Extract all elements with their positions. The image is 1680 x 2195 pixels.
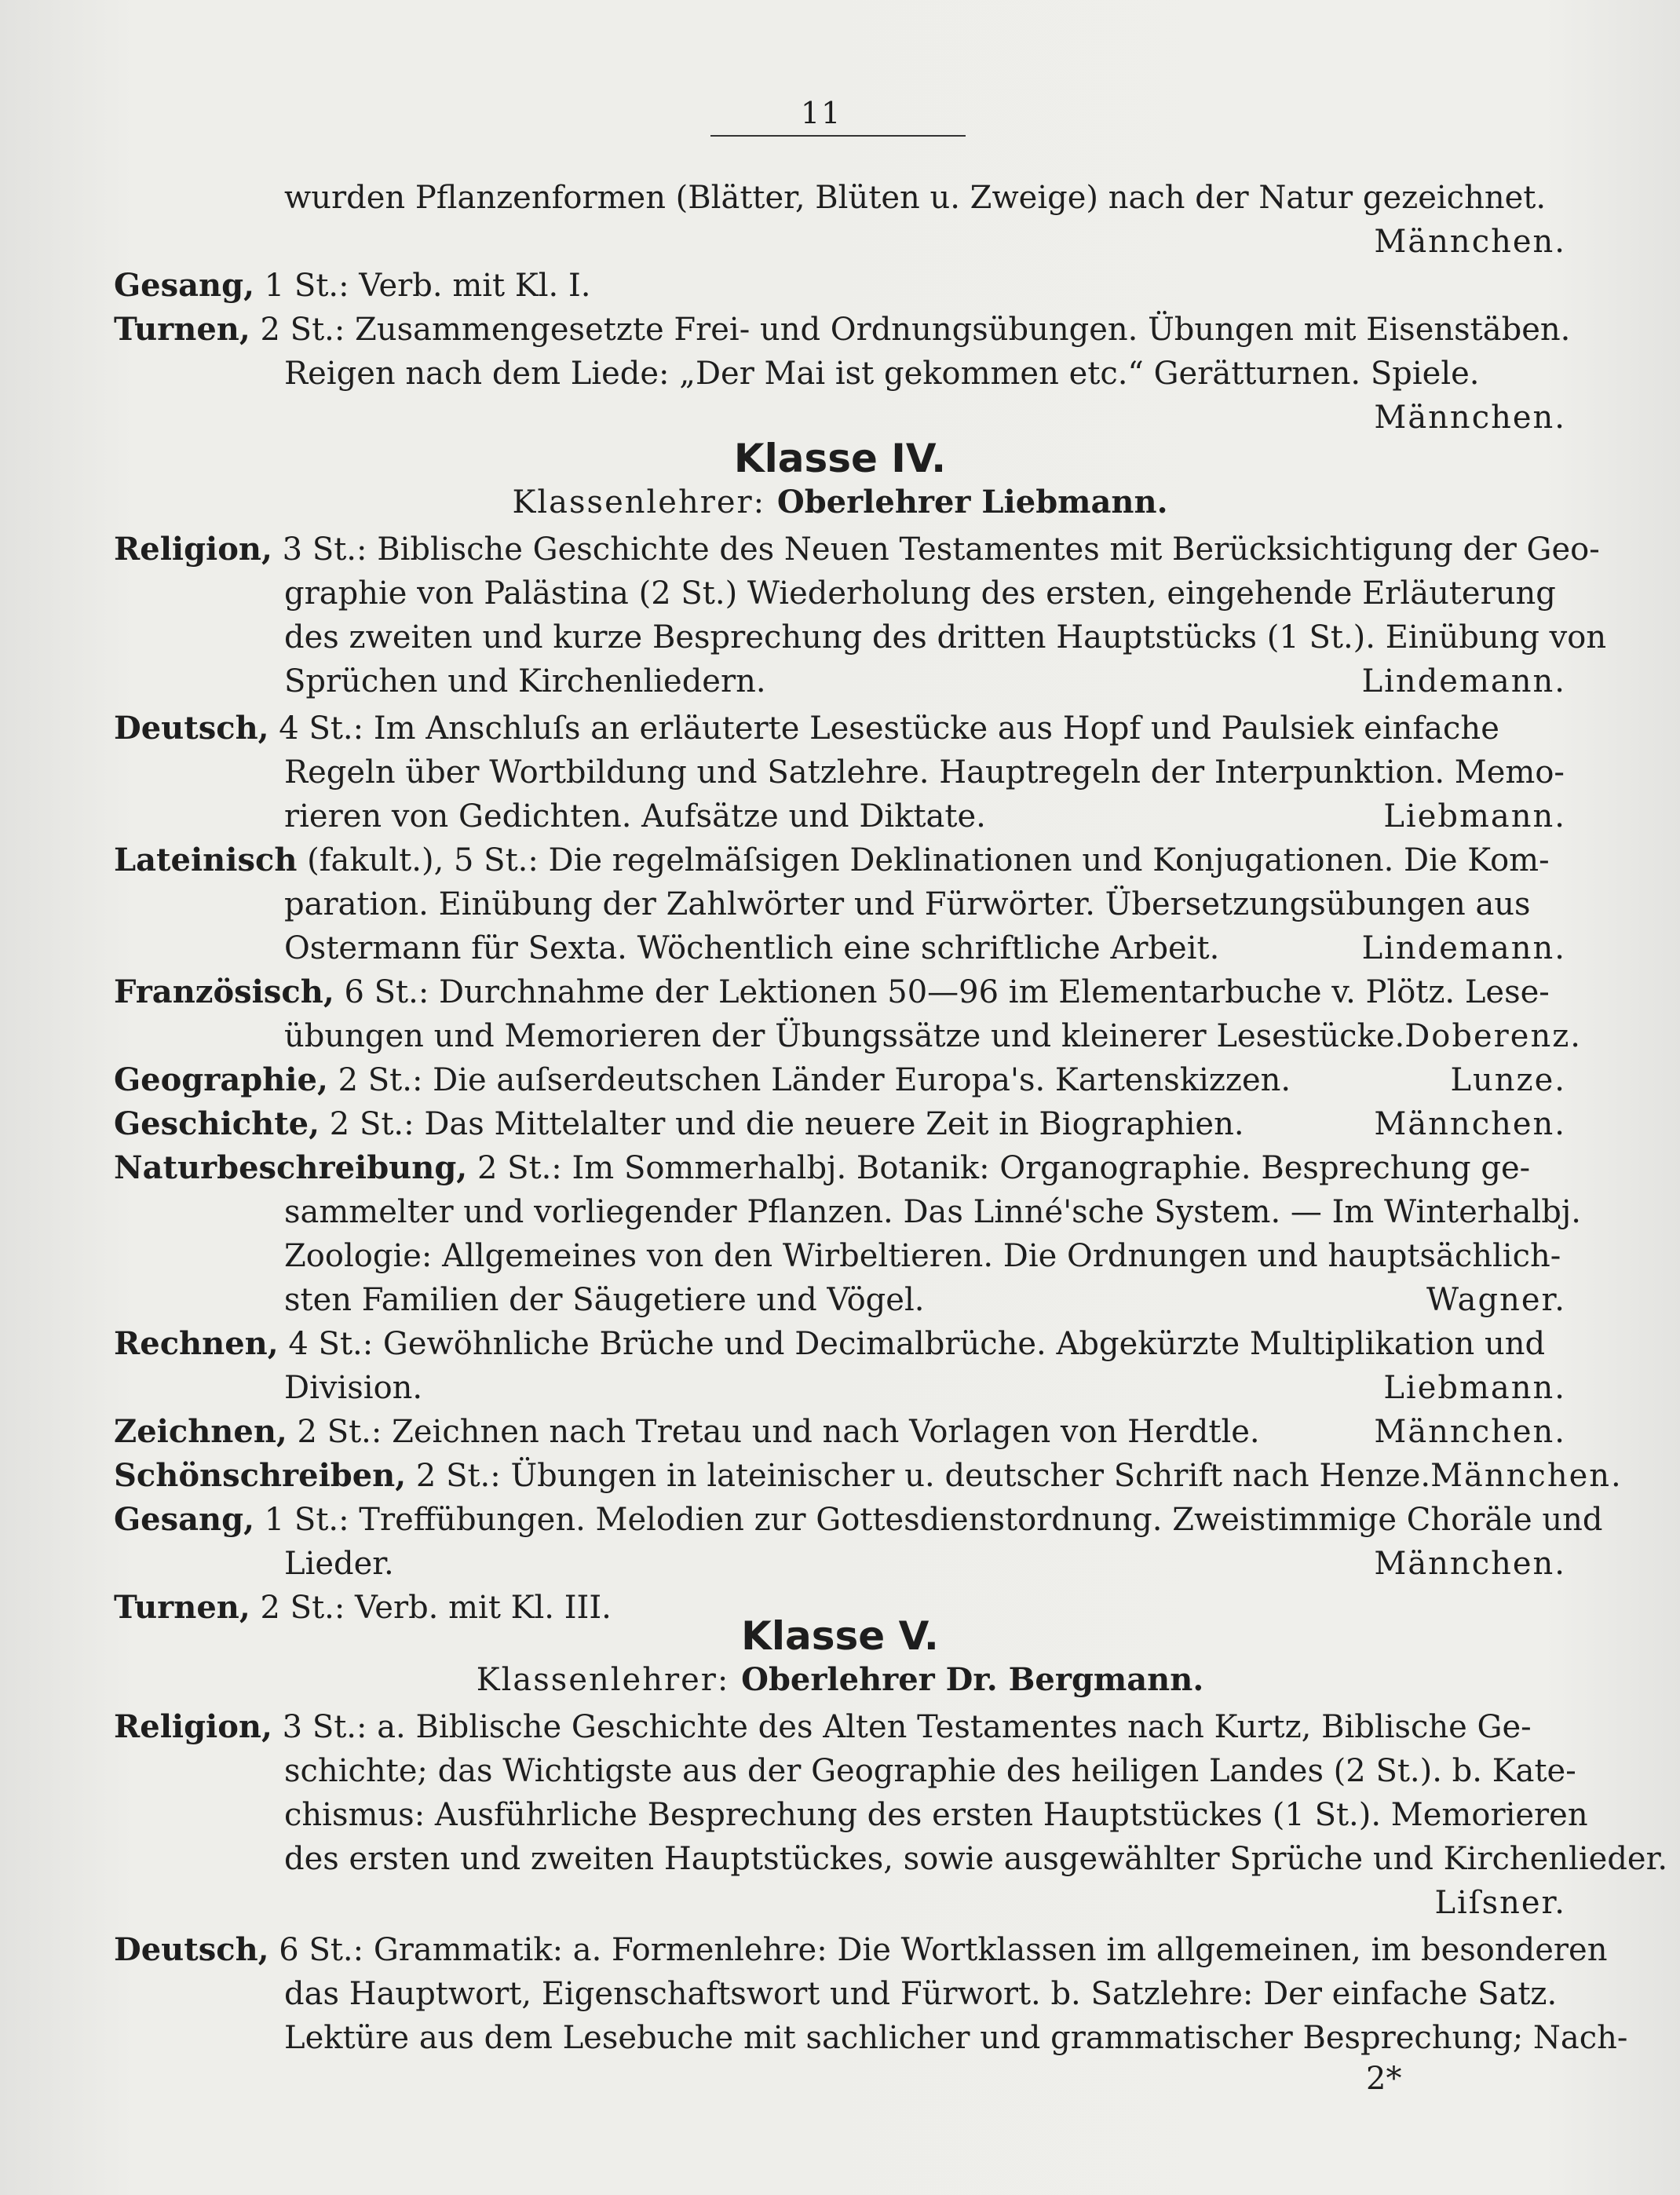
text-line: wurden Pflanzenformen (Blätter, Blüten u. Zweige) nach der Natur gezeichnet. (284, 180, 1547, 216)
text-line: sammelter und vorliegender Pflanzen. Das Linné'sche System. — Im Winterhalbj. (284, 1194, 1582, 1230)
subject-entry (114, 1058, 1566, 1102)
section-heading: Klasse IV. (733, 436, 947, 481)
text-line: chismus: Ausführliche Besprechung des ersten Hauptstückes (1 St.). Memorieren (284, 1797, 1588, 1833)
teacher-name: Liebmann. (1383, 798, 1566, 835)
subject-entry (114, 707, 1566, 751)
subject-entry (114, 308, 1571, 352)
subject-text: (fakult.), 5 St.: Die regelmäſsigen Deklinationen und Konjugationen. Die Kom- (297, 842, 1550, 878)
subject-label: Turnen, (114, 1589, 250, 1626)
subject-label: Gesang, (114, 1501, 255, 1538)
subject-label: Deutsch, (114, 710, 269, 747)
text-line-with-teacher (284, 926, 1566, 970)
subject-entry (114, 264, 1566, 308)
teacher-name: Lindemann. (1361, 663, 1566, 699)
teacher-name: Männchen. (1374, 400, 1566, 436)
subject-text: 4 St.: Gewöhnliche Brüche und Decimalbrüche. Abgekürzte Multiplikation und (278, 1326, 1546, 1362)
text-line: graphie von Palästina (2 St.) Wiederholung des ersten, eingehende Erläuterung (284, 575, 1556, 612)
text-line: Sprüchen und Kirchenliedern. (284, 663, 766, 699)
class-teacher-label: Klassenlehrer: (476, 1662, 730, 1698)
text-line: Ostermann für Sexta. Wöchentlich eine schriftliche Arbeit. (284, 930, 1220, 966)
subject-text: 2 St.: Im Sommerhalbj. Botanik: Organographie. Besprechung ge- (467, 1150, 1531, 1186)
subject-entry (114, 1322, 1566, 1366)
text-line: sten Familien der Säugetiere und Vögel. (284, 1282, 925, 1318)
teacher-name: Liſsner. (1434, 1885, 1566, 1921)
class-teacher-name: Oberlehrer Dr. Bergmann. (741, 1661, 1204, 1698)
subject-entry (114, 528, 1600, 572)
subject-text: 4 St.: Im Anschluſs an erläuterte Lesestücke aus Hopf und Paulsiek einfache (268, 710, 1499, 747)
text-line: Regeln über Wortbildung und Satzlehre. Hauptregeln der Interpunktion. Memo- (284, 754, 1565, 791)
signature-mark: 2* (1366, 2061, 1402, 2097)
subject-label: Lateinisch (114, 842, 298, 878)
subject-entry (114, 970, 1566, 1014)
text-line-with-teacher (284, 659, 1566, 703)
subject-text: 6 St.: Grammatik: a. Formenlehre: Die Wortklassen im allgemeinen, im besonderen (268, 1932, 1608, 1968)
subject-entry (114, 1454, 1623, 1498)
subject-label: Französisch, (114, 973, 334, 1010)
subject-entry (114, 838, 1566, 882)
subject-text: 1 St.: Treffübungen. Melodien zur Gottesdienstordnung. Zweistimmige Choräle und (254, 1502, 1603, 1538)
text-line: des ersten und zweiten Hauptstückes, sowie ausgewählter Sprüche und Kirchenlieder. (284, 1841, 1668, 1877)
text-line: paration. Einübung der Zahlwörter und Fürwörter. Übersetzungsübungen aus (284, 886, 1531, 922)
subject-entry (114, 1146, 1566, 1190)
subject-label: Naturbeschreibung, (114, 1149, 468, 1186)
text-line: des zweiten und kurze Besprechung des dritten Hauptstücks (1 St.). Einübung von (284, 619, 1607, 656)
subject-label: Schönschreiben, (114, 1457, 407, 1494)
page-number: 11 (801, 96, 842, 130)
subject-entry (114, 1102, 1566, 1146)
subject-text: 2 St.: Übungen in lateinischer u. deutscher Schrift nach Henze. (406, 1458, 1431, 1494)
text-line: Division. (284, 1370, 423, 1406)
class-teacher-line (0, 480, 1680, 524)
class-teacher-name: Oberlehrer Liebmann. (776, 484, 1168, 520)
teacher-name: Wagner. (1426, 1282, 1566, 1318)
text-line-with-teacher (284, 1366, 1566, 1410)
teacher-name: Männchen. (1374, 1106, 1566, 1142)
teacher-name: Männchen. (1430, 1458, 1623, 1494)
teacher-name: Männchen. (1374, 224, 1566, 260)
subject-label: Rechnen, (114, 1325, 279, 1362)
subject-entry (114, 1410, 1566, 1454)
text-line: schichte; das Wichtigste aus der Geographie des heiligen Landes (2 St.). b. Kate- (284, 1753, 1576, 1789)
subject-text: 2 St.: Verb. mit Kl. III. (250, 1590, 612, 1626)
subject-text: 2 St.: Das Mittelalter und die neuere Zeit in Biographien. (320, 1106, 1244, 1142)
text-line-with-teacher (284, 794, 1566, 838)
text-line: das Hauptwort, Eigenschaftswort und Fürwort. b. Satzlehre: Der einfache Satz. (284, 1976, 1558, 2012)
subject-entry (114, 1928, 1608, 1972)
text-line: Lektüre aus dem Lesebuche mit sachlicher und grammatischer Besprechung; Nach- (284, 2020, 1628, 2056)
subject-text: 2 St.: Zeichnen nach Tretau und nach Vorlagen von Herdtle. (287, 1414, 1260, 1450)
subject-text: 3 St.: Biblische Geschichte des Neuen Testamentes mit Berücksichtigung der Geo- (272, 531, 1600, 568)
subject-text: 1 St.: Verb. mit Kl. I. (254, 268, 591, 304)
text-line-with-teacher (284, 1014, 1582, 1058)
subject-label: Religion, (114, 531, 272, 568)
text-line: Lieder. (284, 1546, 394, 1582)
text-line: Reigen nach dem Liede: „Der Mai ist gekommen etc.“ Gerätturnen. Spiele. (284, 356, 1480, 392)
text-line: Zoologie: Allgemeines von den Wirbeltieren. Die Ordnungen und hauptsächlich- (284, 1238, 1561, 1274)
subject-label: Gesang, (114, 267, 255, 304)
teacher-name: Liebmann. (1383, 1370, 1566, 1406)
text-line: übungen und Memorieren der Übungssätze und kleinerer Lesestücke. (284, 1018, 1405, 1054)
subject-text: 2 St.: Die auſserdeutschen Länder Europa's. Kartenskizzen. (327, 1062, 1291, 1098)
subject-text: 3 St.: a. Biblische Geschichte des Alten Testamentes nach Kurtz, Biblische Ge- (272, 1709, 1532, 1745)
teacher-name: Doberenz. (1404, 1018, 1582, 1054)
class-teacher-line (0, 1658, 1680, 1702)
teacher-name: Männchen. (1374, 1414, 1566, 1450)
teacher-name: Lunze. (1450, 1062, 1566, 1098)
teacher-name: Männchen. (1374, 1546, 1566, 1582)
subject-label: Geschichte, (114, 1105, 320, 1142)
subject-label: Turnen, (114, 311, 250, 348)
subject-text: 6 St.: Durchnahme der Lektionen 50—96 im Elementarbuche v. Plötz. Lese- (334, 974, 1550, 1010)
subject-text: 2 St.: Zusammengesetzte Frei- und Ordnungsübungen. Übungen mit Eisenstäben. (250, 312, 1571, 348)
subject-label: Zeichnen, (114, 1413, 287, 1450)
text-line: rieren von Gedichten. Aufsätze und Diktate. (284, 798, 986, 835)
subject-entry (114, 1498, 1603, 1542)
subject-label: Deutsch, (114, 1931, 269, 1968)
subject-label: Geographie, (114, 1061, 328, 1098)
header-rule (710, 135, 966, 137)
text-line-with-teacher (284, 1542, 1566, 1586)
subject-label: Religion, (114, 1708, 272, 1745)
teacher-name: Lindemann. (1361, 930, 1566, 966)
subject-entry (114, 1705, 1566, 1749)
section-heading: Klasse V. (741, 1613, 939, 1659)
text-line-with-teacher (284, 1278, 1566, 1322)
class-teacher-label: Klassenlehrer: (512, 484, 766, 520)
